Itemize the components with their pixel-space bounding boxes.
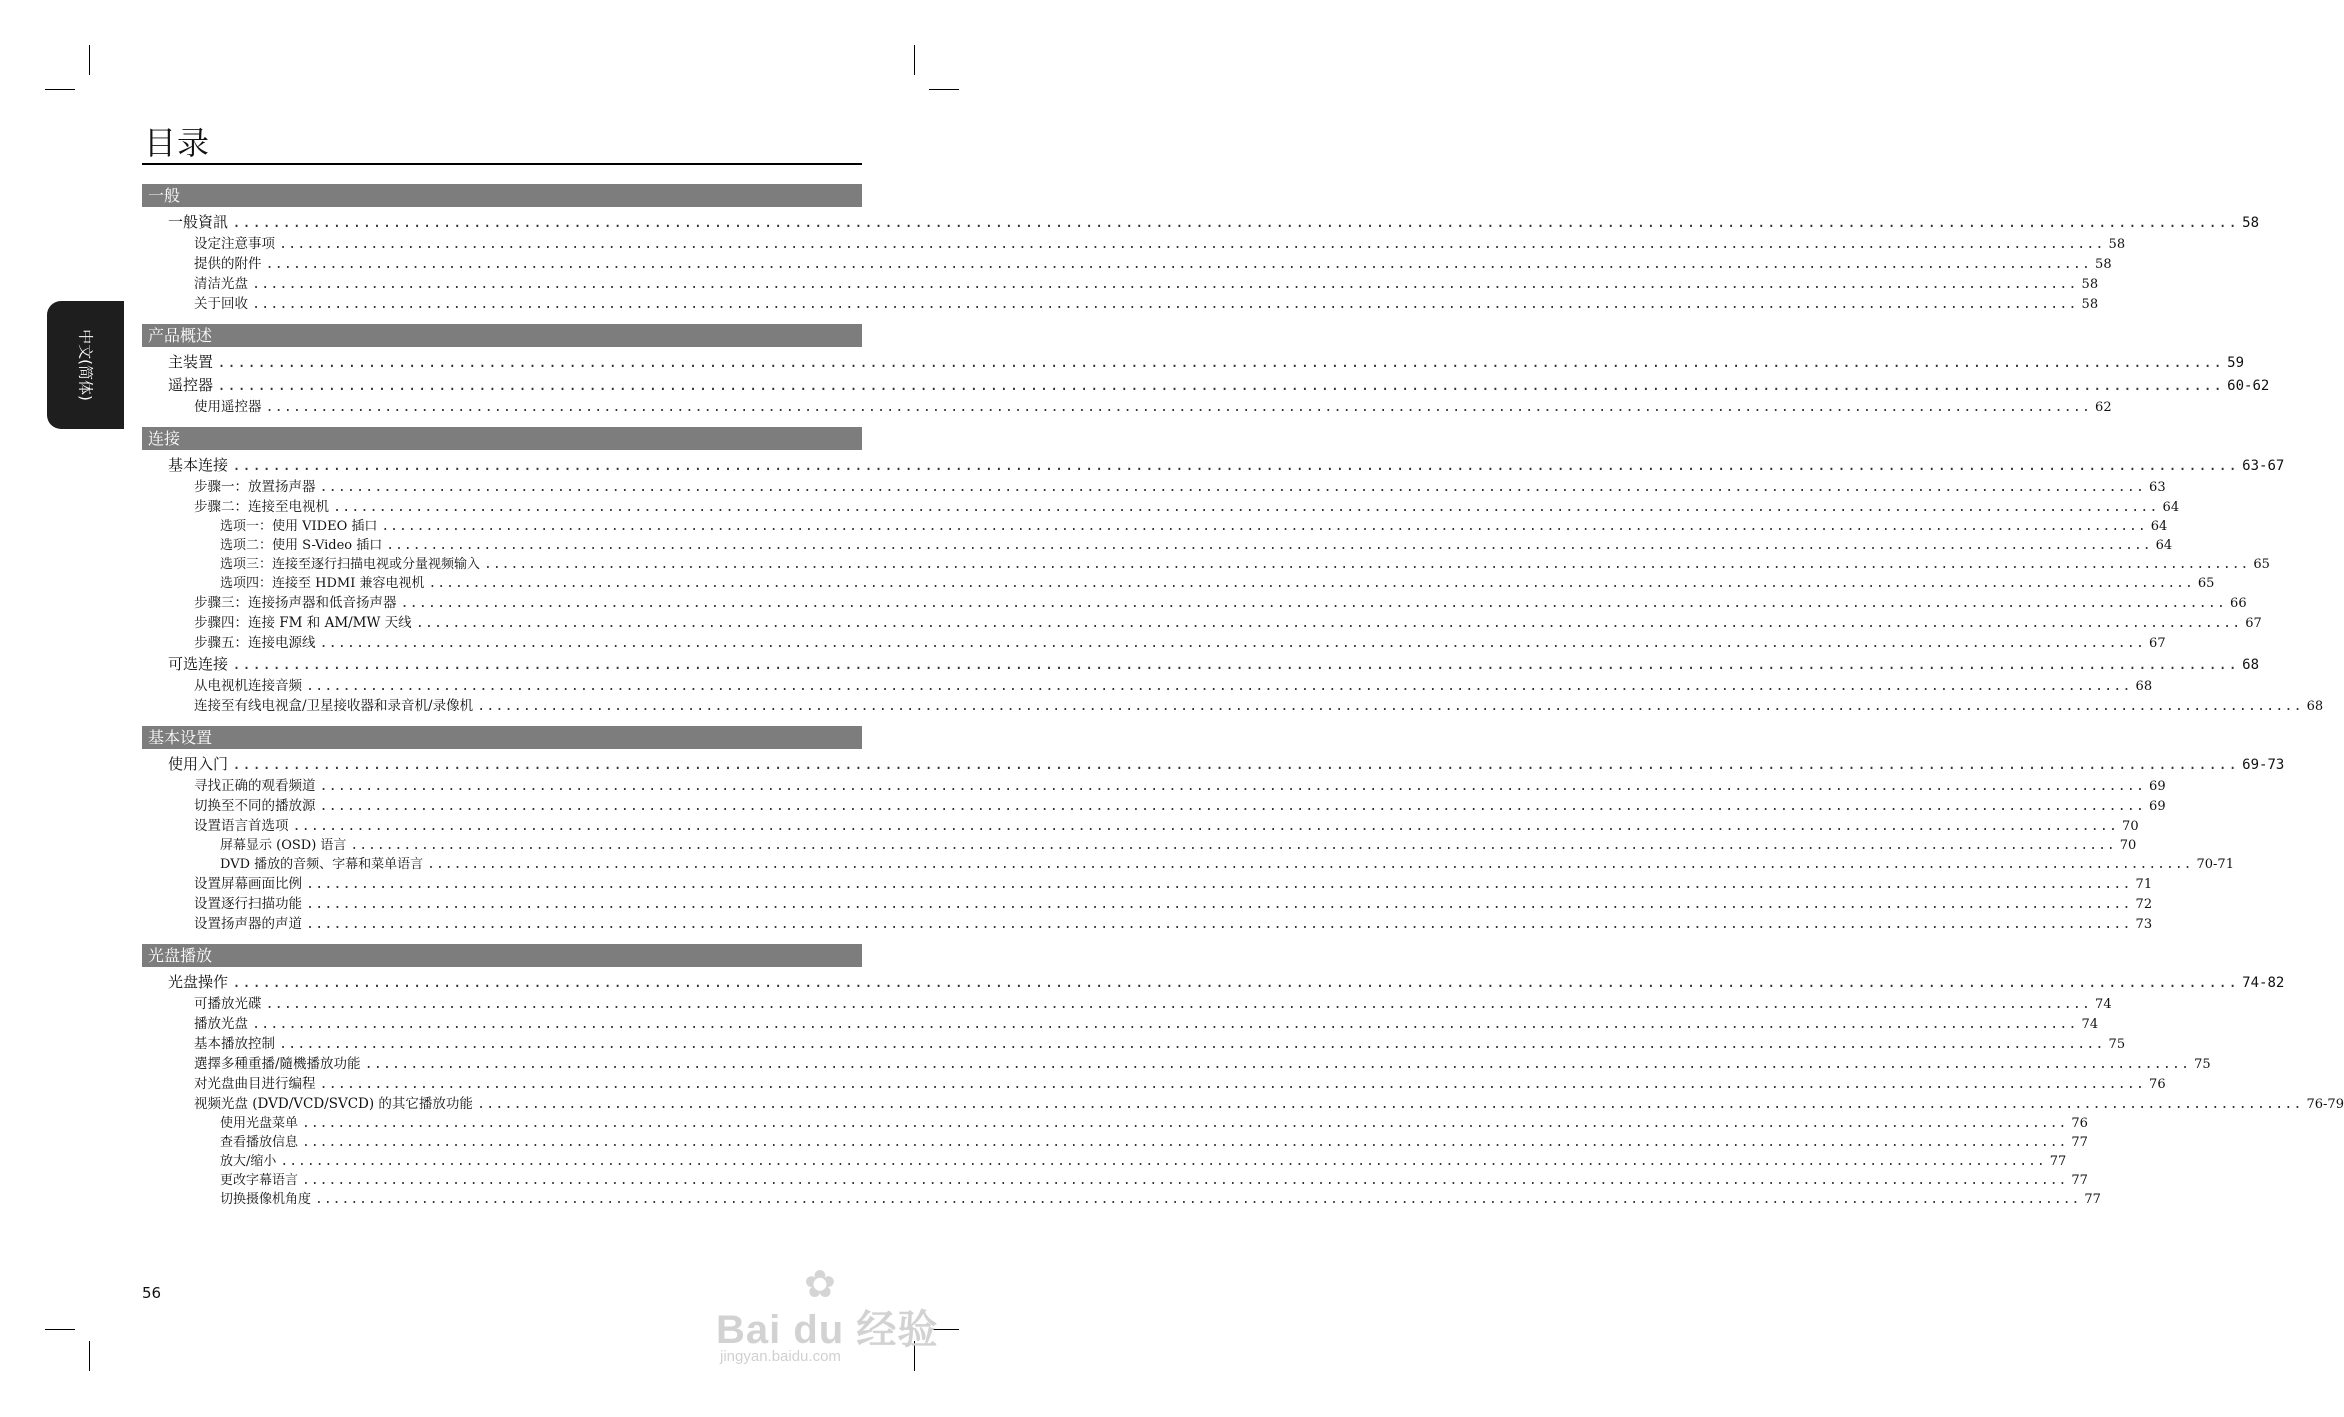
dot-leader: ........................................................................................................................................................................................................ (280, 1154, 2046, 1169)
toc-entry (142, 1133, 2088, 1152)
dot-leader: ........................................................................................................................................................................................................ (252, 296, 2078, 312)
page-title: 目录 (144, 124, 211, 162)
toc-entry-label: 基本播放控制 (194, 1036, 275, 1052)
dot-leader: ........................................................................................................................................................................................................ (319, 479, 2146, 495)
toc-entry-label: 设定注意事项 (194, 236, 275, 252)
toc-entry (142, 1074, 2166, 1094)
dot-leader: ........................................................................................................................................................................................................ (232, 213, 2239, 231)
dot-leader: ........................................................................................................................................................................................................ (252, 276, 2078, 292)
toc-entry-label: 步骤四：连接 FM 和 AM/MW 天线 (194, 615, 412, 631)
toc-entry (142, 211, 2260, 234)
toc-section (142, 427, 2324, 716)
toc-entry-label: 选项一：使用 VIDEO 插口 (220, 519, 378, 534)
toc-entry-page: 64 (2155, 538, 2173, 553)
toc-section (142, 324, 2270, 417)
dot-leader: ........................................................................................................................................................................................................ (302, 1116, 2068, 1131)
toc-entry-label: 查看播放信息 (220, 1135, 299, 1150)
toc-entry-label: 可选连接 (168, 655, 229, 673)
dot-leader: ........................................................................................................................................................................................................ (265, 256, 2092, 272)
toc-entry-page: 76 (2149, 1077, 2166, 1092)
toc-entry (142, 836, 2137, 855)
toc-entry-page: 72 (2135, 897, 2153, 912)
toc-entry-page: 67 (2245, 616, 2262, 631)
toc-entry (142, 1014, 2099, 1034)
dot-leader: ........................................................................................................................................................................................................ (279, 1036, 2105, 1052)
toc-entry-page: 68 (2242, 657, 2260, 673)
dot-leader: ........................................................................................................................................................................................................ (350, 838, 2116, 853)
toc-entry-page: 67 (2149, 636, 2166, 651)
toc-entry-label: 使用入门 (168, 755, 229, 773)
dot-leader: ........................................................................................................................................................................................................ (319, 778, 2146, 794)
toc-entry (142, 1171, 2088, 1190)
dot-leader: ........................................................................................................................................................................................................ (319, 635, 2146, 651)
dot-leader: ........................................................................................................................................................................................................ (217, 376, 2224, 394)
toc-entry-label: 步骤二：连接至电视机 (194, 499, 329, 515)
toc-entry (142, 633, 2166, 653)
toc-entry (142, 274, 2099, 294)
toc-entry-label: 选项四：连接至 HDMI 兼容电视机 (220, 576, 425, 591)
toc-entry-page: 58 (2242, 215, 2260, 231)
toc-entry (142, 855, 2234, 874)
toc-entry-label: 步骤一：放置扬声器 (194, 479, 316, 495)
crop-mark (45, 89, 75, 90)
toc-entry-label: 对光盘曲目进行编程 (194, 1076, 316, 1092)
dot-leader: ........................................................................................................................................................................................................ (232, 655, 2239, 673)
toc-entry (142, 593, 2247, 613)
toc-section (142, 944, 2344, 1209)
dot-leader: ........................................................................................................................................................................................................ (279, 236, 2105, 252)
toc-entry (142, 374, 2270, 397)
dot-leader: ........................................................................................................................................................................................................ (427, 857, 2193, 872)
toc-entry-page: 73 (2135, 917, 2153, 932)
dot-leader: ........................................................................................................................................................................................................ (265, 399, 2092, 415)
table-of-contents (142, 184, 2344, 1219)
dot-leader: ........................................................................................................................................................................................................ (415, 615, 2242, 631)
toc-entry-label: 视频光盘 (DVD/VCD/SVCD) 的其它播放功能 (194, 1096, 473, 1112)
toc-entry-page: 70 (2122, 819, 2139, 834)
dot-leader: ........................................................................................................................................................................................................ (400, 595, 2227, 611)
language-side-tab (47, 301, 124, 429)
toc-entry-page: 62 (2095, 400, 2112, 415)
toc-entry (142, 653, 2260, 676)
toc-entry (142, 351, 2245, 374)
toc-entry-label: 切换摄像机角度 (220, 1192, 312, 1207)
toc-entry-page: 77 (2049, 1154, 2067, 1169)
crop-mark (89, 45, 90, 75)
toc-entry (142, 1152, 2067, 1171)
toc-entry-page: 77 (2071, 1173, 2088, 1188)
dot-leader: ........................................................................................................................................................................................................ (333, 499, 2159, 515)
toc-entry-page: 71 (2135, 877, 2153, 892)
toc-entry-label: 放大/缩小 (220, 1154, 277, 1169)
dot-leader: ........................................................................................................................................................................................................ (292, 818, 2119, 834)
toc-entry-label: 设置语言首选项 (194, 818, 289, 834)
toc-entry-label: 屏幕显示 (OSD) 语言 (220, 838, 347, 853)
crop-mark (929, 89, 959, 90)
toc-entry-label: 选项三：连接至逐行扫描电视或分量视频输入 (220, 557, 481, 572)
dot-leader: ........................................................................................................................................................................................................ (217, 353, 2224, 371)
toc-entry-label: DVD 播放的音频、字幕和菜单语言 (220, 857, 424, 872)
toc-entry (142, 517, 2168, 536)
toc-entry (142, 234, 2126, 254)
toc-entry-label: 播放光盘 (194, 1016, 248, 1032)
toc-entry (142, 294, 2099, 314)
dot-leader: ........................................................................................................................................................................................................ (386, 538, 2152, 553)
toc-entry-page: 75 (2194, 1057, 2211, 1072)
toc-entry-label: 遥控器 (168, 376, 214, 394)
toc-entry-page: 74 (2095, 997, 2112, 1012)
dot-leader: ........................................................................................................................................................................................................ (232, 973, 2239, 991)
toc-entry (142, 753, 2285, 776)
toc-entry (142, 454, 2285, 477)
toc-entry-label: 设置扬声器的声道 (194, 916, 302, 932)
watermark (712, 1262, 942, 1372)
dot-leader: ........................................................................................................................................................................................................ (476, 1096, 2303, 1112)
toc-entry-page: 74 (2081, 1017, 2099, 1032)
dot-leader: ........................................................................................................................................................................................................ (302, 1173, 2068, 1188)
toc-entry-page: 58 (2081, 297, 2099, 312)
toc-entry-label: 选项二：使用 S-Video 插口 (220, 538, 383, 553)
toc-entry-page: 77 (2084, 1192, 2101, 1207)
toc-entry (142, 497, 2180, 517)
toc-entry-label: 光盘操作 (168, 973, 229, 991)
toc-entry (142, 477, 2166, 497)
toc-entry-page: 76 (2071, 1116, 2088, 1131)
toc-entry-page: 76-79 (2306, 1097, 2344, 1112)
toc-entry (142, 1114, 2088, 1133)
toc-entry (142, 971, 2285, 994)
toc-entry (142, 1054, 2211, 1074)
toc-entry-label: 设置屏幕画面比例 (194, 876, 302, 892)
toc-entry-page: 58 (2081, 277, 2099, 292)
title-rule (142, 163, 862, 165)
dot-leader: ........................................................................................................................................................................................................ (252, 1016, 2078, 1032)
toc-entry-page: 65 (2253, 557, 2270, 572)
watermark-brand: Bai du 经验 (716, 1308, 939, 1352)
toc-entry-label: 使用遥控器 (194, 399, 262, 415)
dot-leader: ........................................................................................................................................................................................................ (306, 678, 2132, 694)
toc-entry (142, 536, 2173, 555)
dot-leader: ........................................................................................................................................................................................................ (232, 456, 2239, 474)
toc-entry (142, 397, 2112, 417)
toc-entry-page: 63 (2149, 480, 2166, 495)
dot-leader: ........................................................................................................................................................................................................ (302, 1135, 2068, 1150)
section-heading: 连接 (142, 427, 862, 450)
dot-leader: ........................................................................................................................................................................................................ (306, 876, 2132, 892)
toc-entry-page: 68 (2135, 679, 2153, 694)
toc-entry-label: 基本连接 (168, 456, 229, 474)
dot-leader: ........................................................................................................................................................................................................ (319, 798, 2146, 814)
toc-entry (142, 613, 2262, 633)
dot-leader: ........................................................................................................................................................................................................ (484, 557, 2250, 572)
crop-mark (89, 1341, 90, 1371)
toc-entry-label: 从电视机连接音频 (194, 678, 302, 694)
dot-leader: ........................................................................................................................................................................................................ (315, 1192, 2081, 1207)
dot-leader: ........................................................................................................................................................................................................ (232, 755, 2239, 773)
toc-section (142, 184, 2260, 314)
section-heading: 基本设置 (142, 726, 862, 749)
toc-entry-page: 69 (2149, 779, 2166, 794)
toc-entry-label: 清洁光盘 (194, 276, 248, 292)
toc-entry-page: 70 (2119, 838, 2137, 853)
toc-entry-label: 寻找正确的观看频道 (194, 778, 316, 794)
toc-entry-label: 步骤五：连接电源线 (194, 635, 316, 651)
toc-entry (142, 914, 2153, 934)
toc-entry-page: 64 (2162, 500, 2180, 515)
dot-leader: ........................................................................................................................................................................................................ (428, 576, 2194, 591)
toc-entry-label: 步骤三：连接扬声器和低音扬声器 (194, 595, 397, 611)
toc-entry (142, 254, 2112, 274)
dot-leader: ........................................................................................................................................................................................................ (265, 996, 2092, 1012)
language-side-tab-label: 中文(简体) (76, 329, 94, 401)
dot-leader: ........................................................................................................................................................................................................ (306, 916, 2132, 932)
dot-leader: ........................................................................................................................................................................................................ (306, 896, 2132, 912)
section-heading: 光盘播放 (142, 944, 862, 967)
toc-entry-page: 58 (2108, 237, 2126, 252)
toc-entry-page: 65 (2197, 576, 2215, 591)
toc-entry-page: 68 (2306, 699, 2324, 714)
toc-entry (142, 796, 2166, 816)
toc-section (142, 726, 2285, 934)
toc-entry-page: 77 (2071, 1135, 2088, 1150)
toc-entry-label: 关于回收 (194, 296, 248, 312)
toc-entry-page: 74-82 (2242, 975, 2285, 991)
toc-entry-page: 63-67 (2242, 458, 2285, 474)
toc-entry-label: 切换至不同的播放源 (194, 798, 316, 814)
toc-entry-label: 更改字幕语言 (220, 1173, 299, 1188)
toc-entry-page: 59 (2227, 355, 2245, 371)
toc-entry (142, 1190, 2101, 1209)
toc-entry-label: 一般資訊 (168, 213, 229, 231)
toc-entry-label: 连接至有线电视盒/卫星接收器和录音机/录像机 (194, 698, 474, 714)
dot-leader: ........................................................................................................................................................................................................ (319, 1076, 2146, 1092)
toc-entry (142, 676, 2153, 696)
watermark-url: jingyan.baidu.com (720, 1348, 841, 1365)
toc-entry-label: 提供的附件 (194, 256, 262, 272)
toc-entry-label: 可播放光碟 (194, 996, 262, 1012)
toc-entry-page: 69 (2149, 799, 2166, 814)
toc-entry-label: 選擇多種重播/隨機播放功能 (194, 1056, 361, 1072)
toc-entry (142, 816, 2139, 836)
toc-entry-page: 64 (2150, 519, 2168, 534)
dot-leader: ........................................................................................................................................................................................................ (477, 698, 2303, 714)
toc-entry-page: 60-62 (2227, 378, 2270, 394)
toc-entry-page: 66 (2230, 596, 2247, 611)
toc-entry-label: 设置逐行扫描功能 (194, 896, 302, 912)
toc-entry-page: 75 (2108, 1037, 2126, 1052)
crop-mark (914, 45, 915, 75)
toc-entry (142, 874, 2153, 894)
toc-entry-label: 使用光盘菜单 (220, 1116, 299, 1131)
toc-entry (142, 696, 2324, 716)
toc-entry-page: 69-73 (2242, 757, 2285, 773)
toc-entry (142, 994, 2112, 1014)
crop-mark (45, 1329, 75, 1330)
dot-leader: ........................................................................................................................................................................................................ (364, 1056, 2191, 1072)
section-heading: 产品概述 (142, 324, 862, 347)
toc-entry (142, 574, 2215, 593)
toc-entry-page: 70-71 (2196, 857, 2234, 872)
page-number: 56 (142, 1284, 162, 1302)
toc-entry (142, 1034, 2126, 1054)
toc-entry (142, 1094, 2344, 1114)
toc-entry (142, 555, 2270, 574)
paw-icon: ✿ (804, 1262, 836, 1306)
section-heading: 一般 (142, 184, 862, 207)
toc-entry (142, 894, 2153, 914)
toc-entry-label: 主装置 (168, 353, 214, 371)
toc-entry-page: 58 (2095, 257, 2112, 272)
dot-leader: ........................................................................................................................................................................................................ (381, 519, 2147, 534)
toc-entry (142, 776, 2166, 796)
